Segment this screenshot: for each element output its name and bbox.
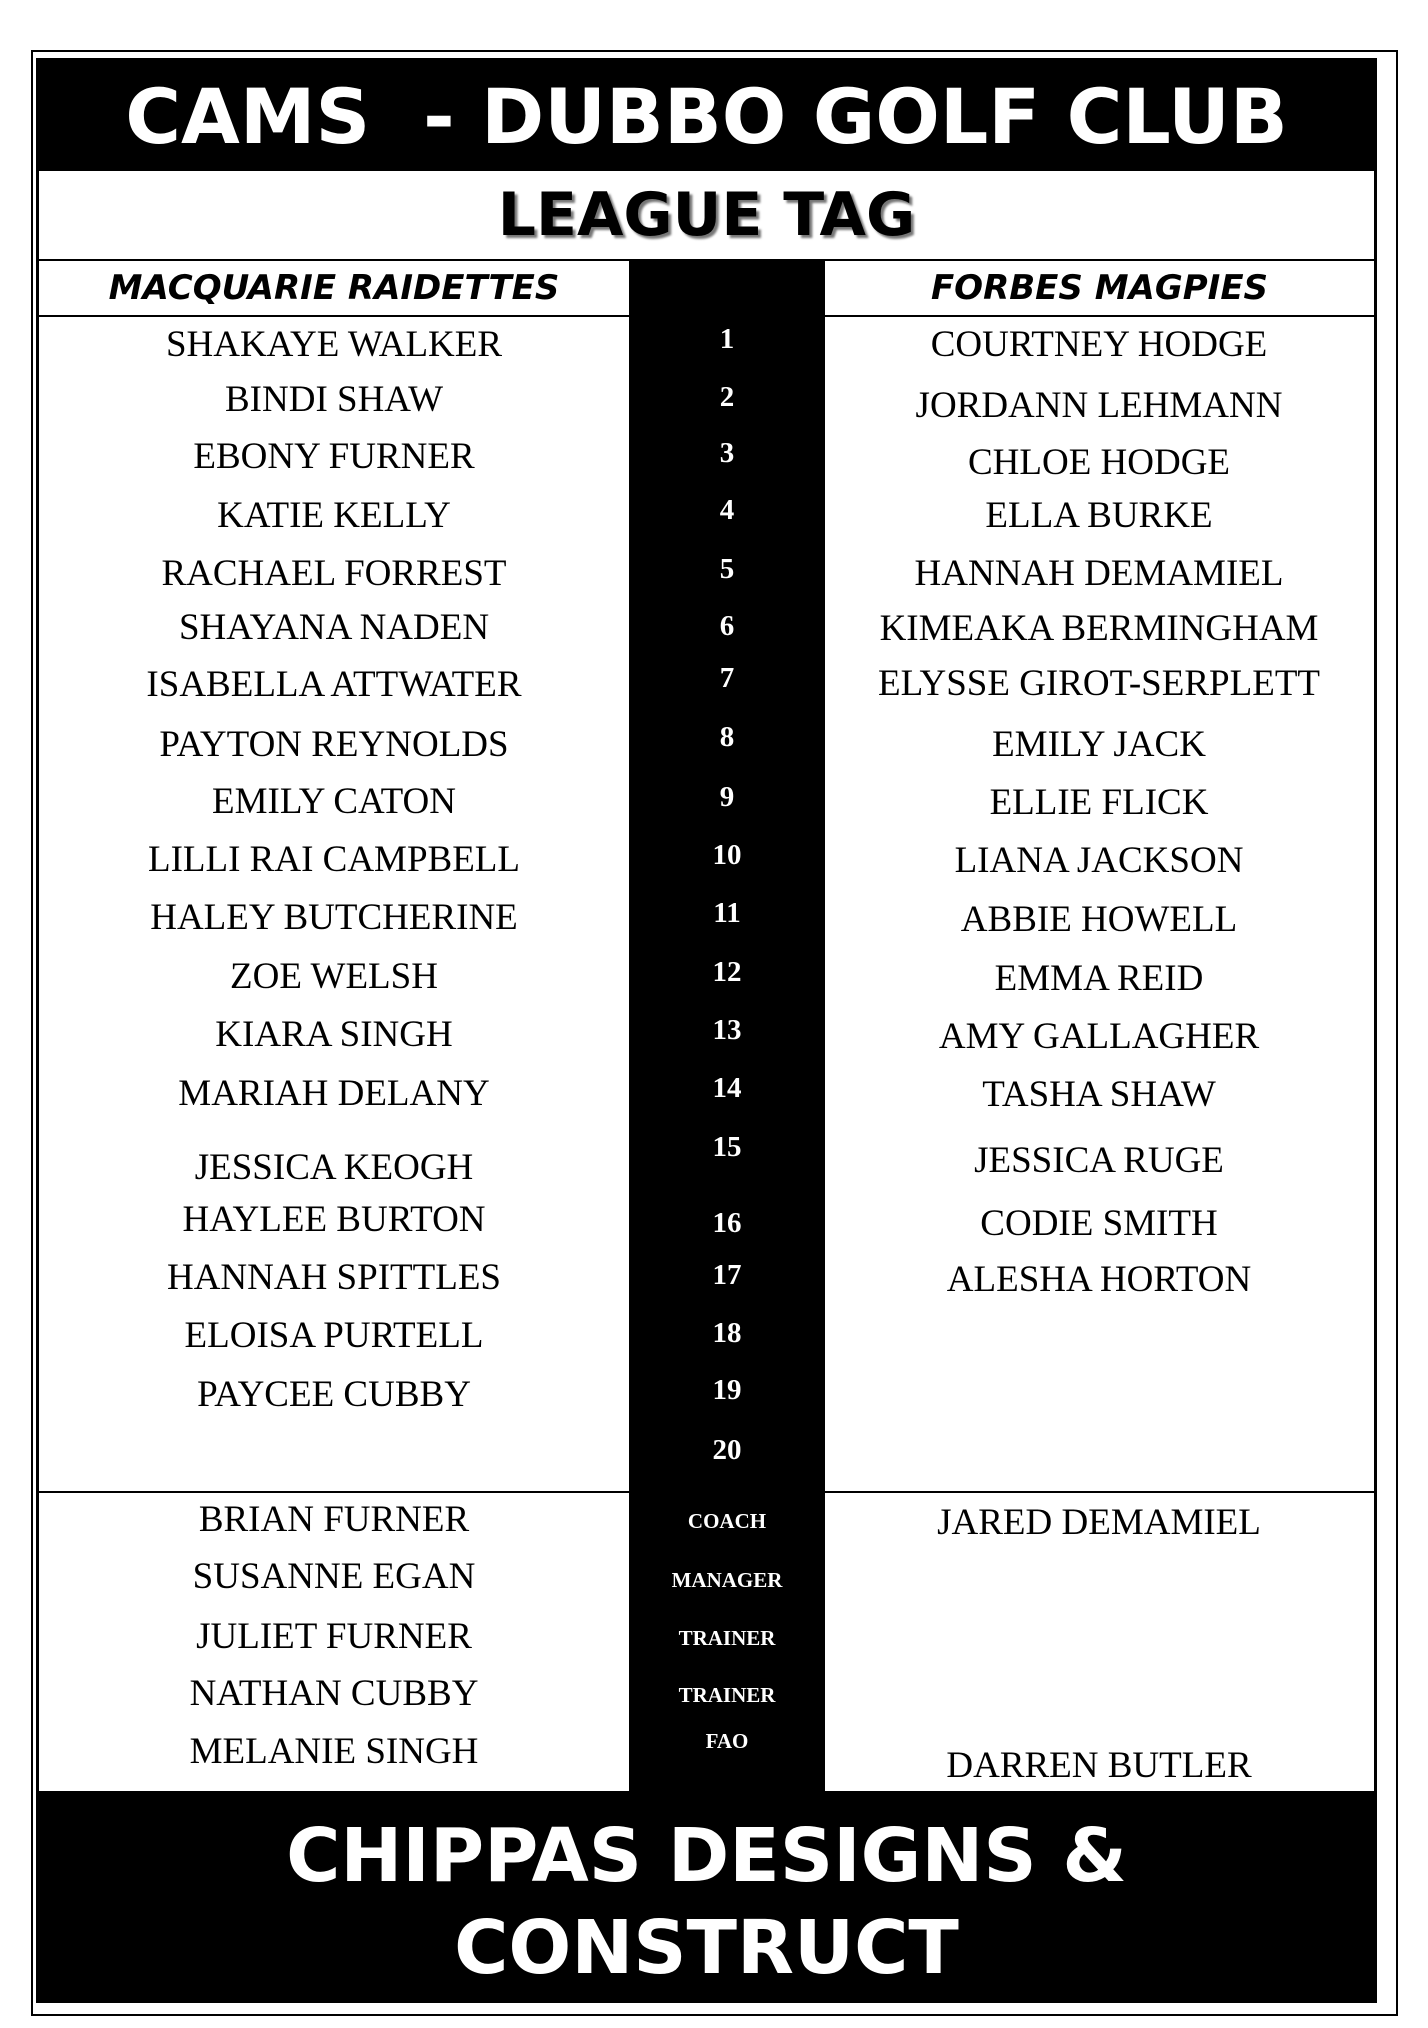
left-player-name: RACHAEL FORREST bbox=[161, 553, 507, 594]
official-role-label: MANAGER bbox=[671, 1568, 783, 1592]
sponsor-banner bbox=[39, 1791, 1374, 2003]
right-player-name: COURTNEY HODGE bbox=[930, 324, 1268, 365]
left-official-name: NATHAN CUBBY bbox=[189, 1673, 479, 1714]
jersey-number: 8 bbox=[719, 721, 735, 753]
left-player-name: EBONY FURNER bbox=[193, 436, 475, 477]
right-player-name: ELLA BURKE bbox=[985, 495, 1213, 536]
jersey-number: 5 bbox=[719, 553, 735, 585]
jersey-number: 20 bbox=[712, 1434, 742, 1466]
left-player-name: LILLI RAI CAMPBELL bbox=[147, 839, 521, 880]
left-official-name: BRIAN FURNER bbox=[198, 1499, 470, 1540]
jersey-number: 15 bbox=[712, 1131, 742, 1163]
jersey-number: 1 bbox=[719, 323, 735, 355]
right-player-name: JORDANN LEHMANN bbox=[915, 385, 1283, 426]
sponsor-line-1: CHIPPAS DESIGNS & bbox=[286, 1813, 1127, 1899]
right-player-name: ABBIE HOWELL bbox=[960, 899, 1238, 940]
jersey-number: 10 bbox=[712, 839, 742, 871]
left-player-name: PAYCEE CUBBY bbox=[197, 1374, 471, 1415]
right-player-name: LIANA JACKSON bbox=[954, 840, 1244, 881]
left-player-name: MARIAH DELANY bbox=[178, 1073, 490, 1114]
jersey-number: 16 bbox=[712, 1207, 742, 1239]
official-role-label: TRAINER bbox=[678, 1626, 776, 1650]
jersey-number: 9 bbox=[719, 781, 735, 813]
official-role-label: COACH bbox=[687, 1509, 767, 1533]
right-player-name: JESSICA RUGE bbox=[974, 1140, 1224, 1181]
officials-divider-right bbox=[825, 1491, 1374, 1493]
jersey-number: 12 bbox=[712, 956, 742, 988]
left-player-name: KIARA SINGH bbox=[215, 1014, 453, 1055]
right-player-name: ELLIE FLICK bbox=[989, 782, 1209, 823]
right-player-name: EMMA REID bbox=[994, 958, 1204, 999]
jersey-number: 11 bbox=[713, 897, 741, 929]
right-player-name: KIMEAKA BERMINGHAM bbox=[879, 608, 1319, 649]
jersey-number: 3 bbox=[719, 437, 735, 469]
sponsor-line-2: CONSTRUCT bbox=[454, 1905, 959, 1991]
left-player-name: ISABELLA ATTWATER bbox=[146, 664, 522, 705]
left-player-name: KATIE KELLY bbox=[217, 495, 451, 536]
jersey-number: 14 bbox=[712, 1072, 742, 1104]
right-player-name: HANNAH DEMAMIEL bbox=[914, 553, 1284, 594]
right-player-name: ELYSSE GIROT-SERPLETT bbox=[877, 663, 1321, 704]
left-player-name: ZOE WELSH bbox=[230, 956, 438, 997]
left-official-name: SUSANNE EGAN bbox=[192, 1556, 476, 1597]
left-player-name: HANNAH SPITTLES bbox=[166, 1257, 502, 1298]
page-title: CAMS - DUBBO GOLF CLUB bbox=[39, 61, 1374, 171]
left-player-name: EMILY CATON bbox=[212, 781, 456, 822]
official-role-label: TRAINER bbox=[678, 1683, 776, 1707]
right-player-name: TASHA SHAW bbox=[982, 1074, 1216, 1115]
team-name-left: MACQUARIE RAIDETTES bbox=[39, 261, 629, 317]
left-player-name: ELOISA PURTELL bbox=[184, 1315, 484, 1356]
jersey-number: 6 bbox=[719, 610, 735, 642]
jersey-number: 19 bbox=[712, 1374, 742, 1406]
left-player-name: HAYLEE BURTON bbox=[182, 1199, 486, 1240]
jersey-number: 2 bbox=[719, 381, 735, 413]
jersey-number: 13 bbox=[712, 1014, 742, 1046]
jersey-number: 17 bbox=[712, 1259, 742, 1291]
right-official-name: DARREN BUTLER bbox=[946, 1745, 1252, 1786]
left-player-name: SHAYANA NADEN bbox=[178, 607, 490, 648]
jersey-number: 7 bbox=[719, 662, 735, 694]
right-player-name: ALESHA HORTON bbox=[946, 1259, 1252, 1300]
right-player-name: EMILY JACK bbox=[992, 724, 1206, 765]
jersey-number: 4 bbox=[719, 494, 735, 526]
team-sheet bbox=[36, 58, 1377, 2003]
left-player-name: HALEY BUTCHERINE bbox=[150, 897, 518, 938]
jersey-number: 18 bbox=[712, 1317, 742, 1349]
right-player-name: CODIE SMITH bbox=[980, 1203, 1218, 1244]
left-player-name: BINDI SHAW bbox=[225, 379, 443, 420]
right-player-name: AMY GALLAGHER bbox=[938, 1016, 1260, 1057]
left-player-name: JESSICA KEOGH bbox=[194, 1147, 474, 1188]
left-official-name: JULIET FURNER bbox=[196, 1616, 472, 1657]
official-role-label: FAO bbox=[705, 1729, 749, 1753]
left-official-name: MELANIE SINGH bbox=[189, 1731, 479, 1772]
left-player-name: SHAKAYE WALKER bbox=[165, 324, 503, 365]
right-player-name: CHLOE HODGE bbox=[967, 442, 1231, 483]
page-subtitle: LEAGUE TAG bbox=[39, 171, 1374, 261]
officials-divider-left bbox=[39, 1491, 629, 1493]
team-name-right: FORBES MAGPIES bbox=[825, 261, 1374, 317]
right-official-name: JARED DEMAMIEL bbox=[937, 1502, 1261, 1543]
left-player-name: PAYTON REYNOLDS bbox=[159, 724, 509, 765]
